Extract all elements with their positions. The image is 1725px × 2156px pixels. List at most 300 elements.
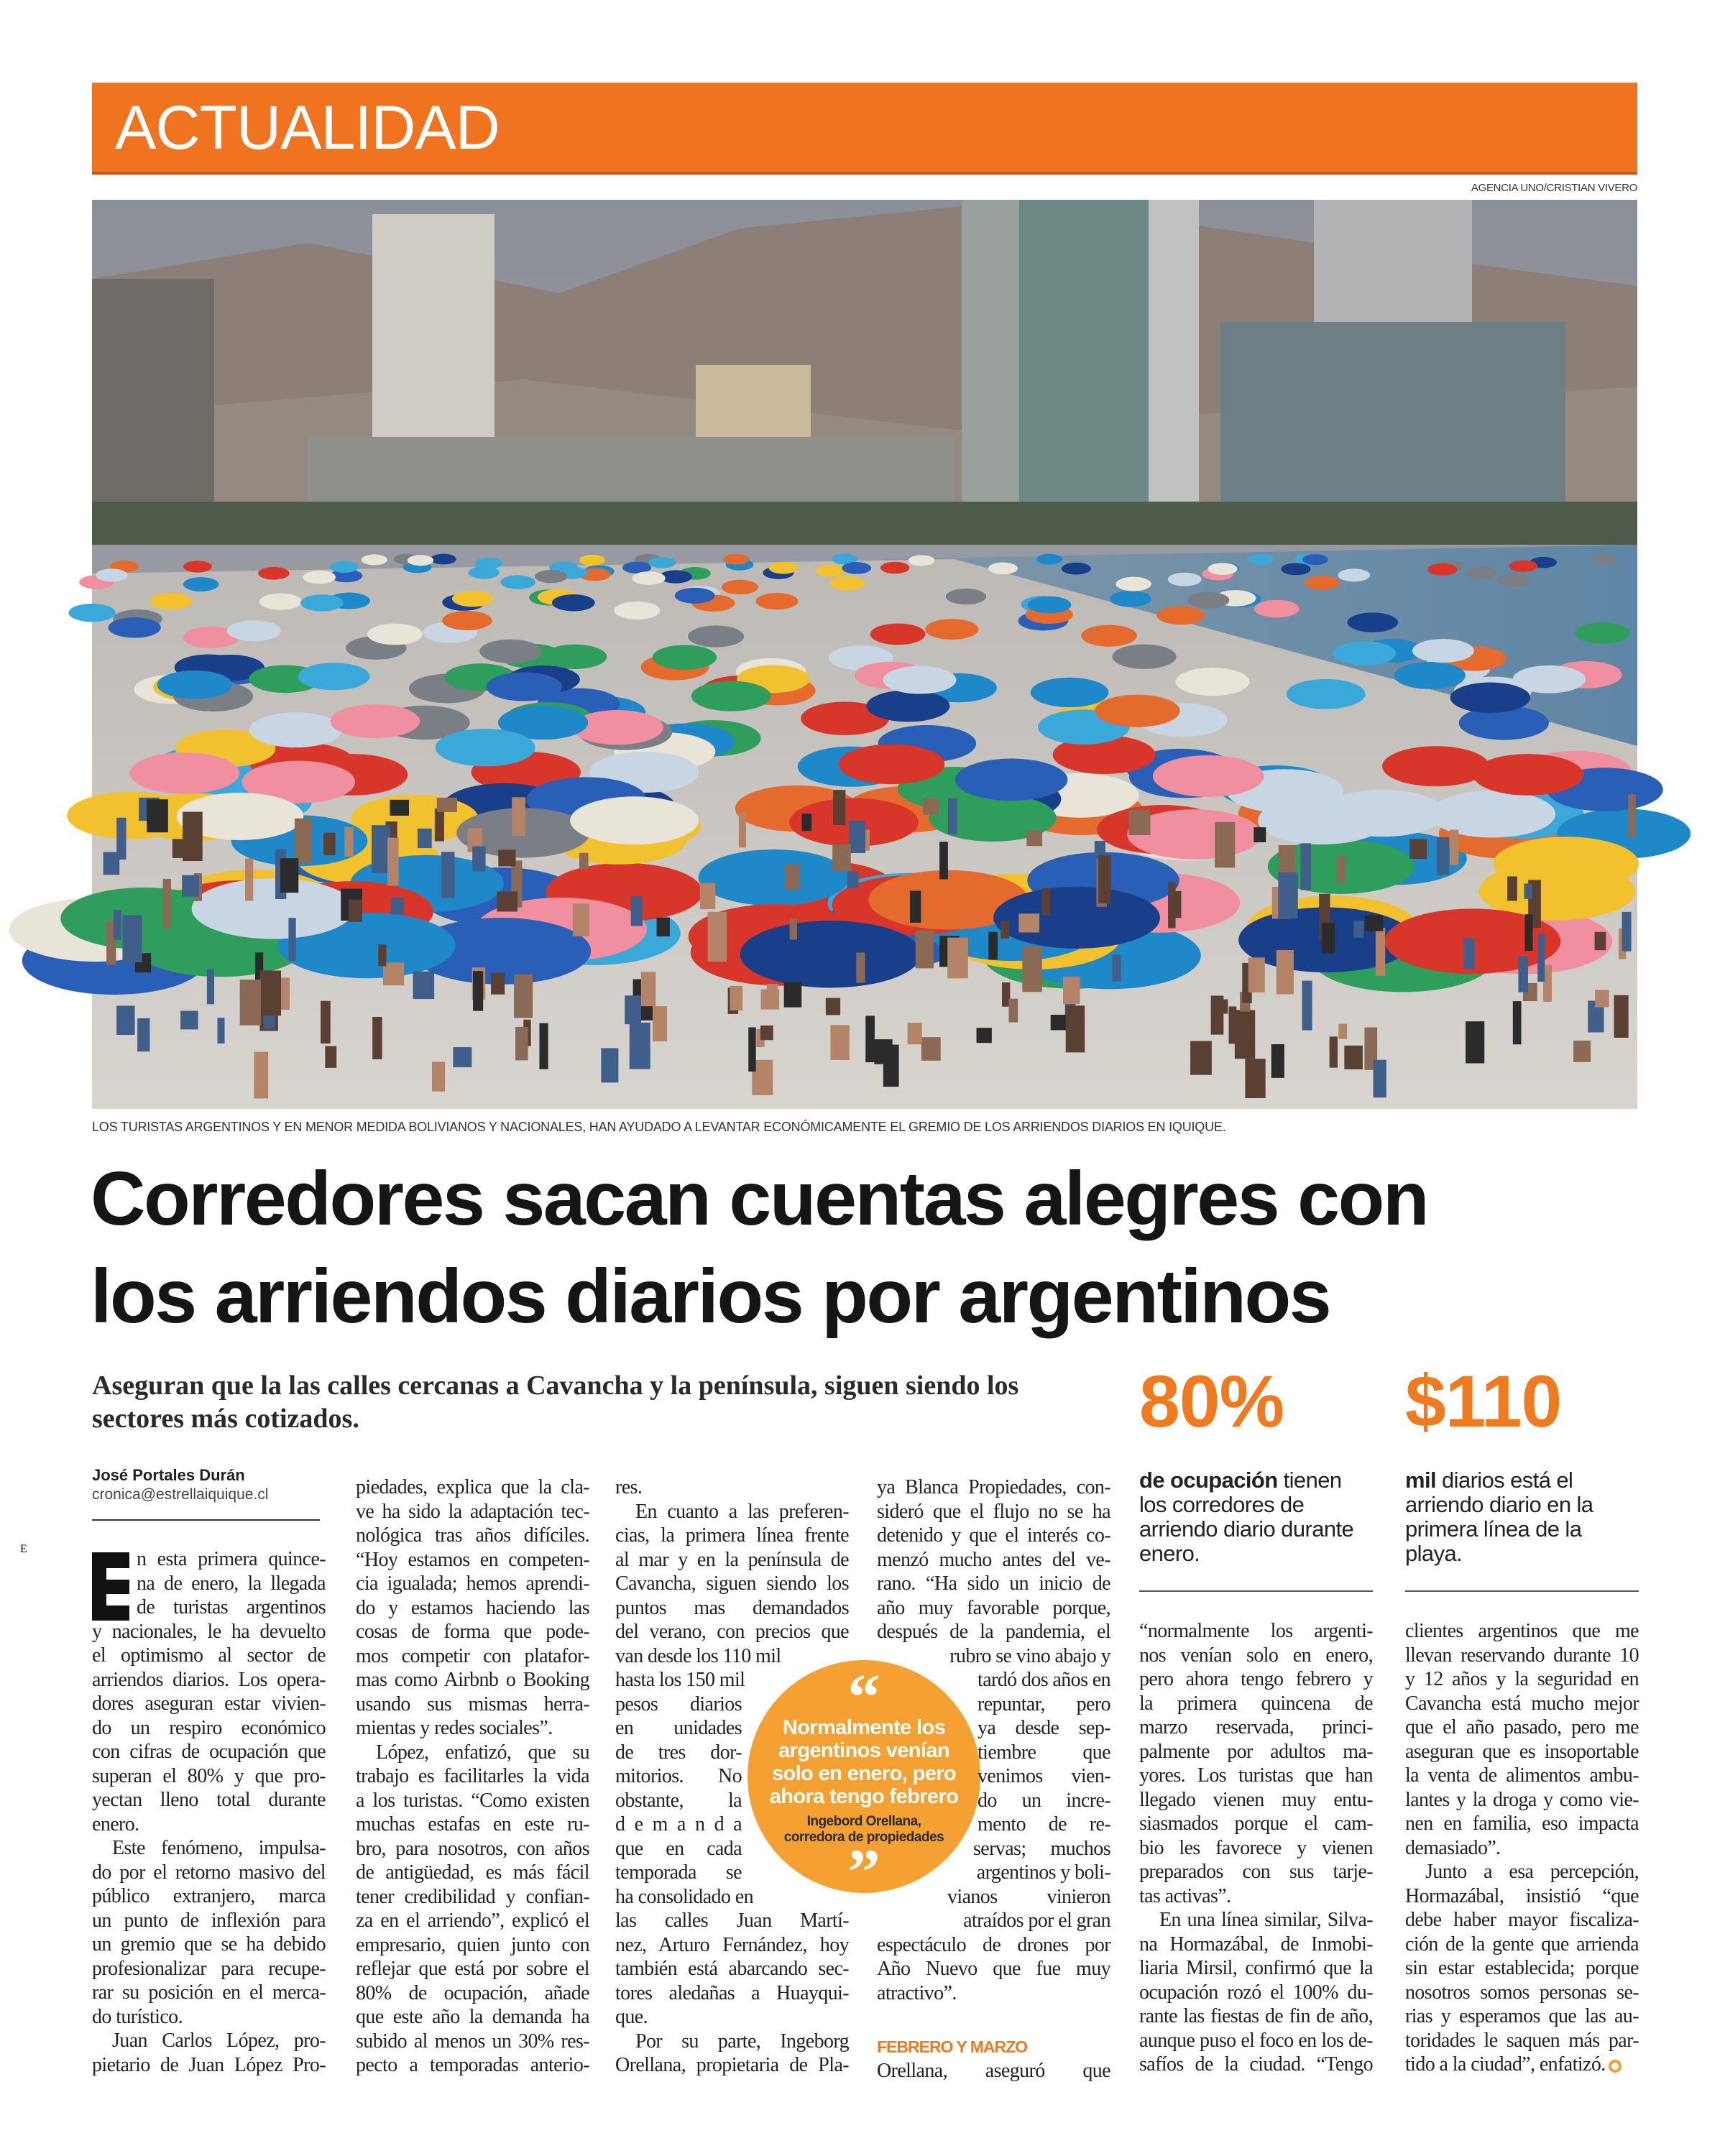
text-line: año muy favorable porque, [877, 1596, 1110, 1619]
umbrella [614, 602, 660, 619]
umbrella [1036, 554, 1062, 565]
umbrella [500, 575, 535, 589]
umbrella [842, 562, 871, 574]
text-line: arriendos diarios. Los opera- [92, 1668, 326, 1691]
text-line: En cuanto a las preferen- [635, 1500, 849, 1523]
section-subheading: FEBRERO Y MARZO [877, 2037, 1028, 2056]
text-line: después de la pandemia, el [877, 1621, 1110, 1643]
beachgoer [1338, 1024, 1347, 1039]
end-of-article-icon [1609, 2060, 1622, 2073]
text-line: ya desde sep- [978, 1717, 1110, 1739]
close-quote-icon: ” [847, 1837, 880, 1908]
beachgoer [923, 798, 939, 815]
text-line: En una línea similar, Silva- [1159, 1909, 1373, 1931]
text-line: vianos vinieron [947, 1885, 1110, 1908]
text-line: mientas y redes sociales”. [356, 1717, 553, 1739]
pull-quote-text: Normalmente los argentinos venían solo en enero, pero ahora tengo febrero [769, 1716, 959, 1808]
umbrella [1302, 554, 1328, 565]
beachgoer [498, 849, 515, 866]
umbrella [1347, 612, 1397, 632]
umbrella [870, 624, 926, 645]
beachgoer [1466, 1021, 1484, 1063]
beachgoer [280, 858, 298, 893]
beachgoer [1409, 839, 1427, 859]
beachgoer [939, 842, 948, 879]
umbrella [1287, 679, 1366, 709]
text-line: Año Nuevo que fue muy [877, 1958, 1110, 1980]
text-line: tardó dos años en [978, 1669, 1110, 1691]
text-line: mas como Airbnb o Booking [356, 1669, 589, 1691]
umbrella [946, 589, 986, 604]
text-line: piedades, explica que la cla- [356, 1476, 589, 1498]
text-line: Hormazábal, insistió “que [1405, 1884, 1639, 1907]
umbrella [298, 663, 370, 690]
text-line: rias y esperamos que las au- [1405, 2005, 1639, 2027]
text-line: tiembre que [978, 1741, 1110, 1764]
umbrella [1497, 573, 1531, 587]
text-line: de turistas argentinos [137, 1596, 326, 1618]
text-line: menzó mucho antes del ve- [877, 1548, 1110, 1571]
beachgoer [833, 790, 845, 825]
beachgoer [1463, 938, 1474, 969]
text-line: usando sus mismas herra- [356, 1692, 589, 1715]
text-line: pero ahora tengo febrero y [1139, 1668, 1373, 1690]
text-line: do un incre- [978, 1789, 1110, 1812]
beachgoer [147, 799, 168, 832]
text-line: temporada se [615, 1861, 742, 1884]
beachgoer [1595, 932, 1606, 950]
beachgoer [601, 1048, 618, 1082]
text-line: tido a la ciudad”, enfatizó. [1405, 2053, 1639, 2077]
text-line: argentinos y boli- [976, 1861, 1110, 1884]
text-line: público extranjero, marca [92, 1885, 326, 1907]
subheadline: Aseguran que la las calles cercanas a Cavancha y la península, siguen siendo los sectores más cotizados. [92, 1370, 1019, 1434]
beachgoer [916, 931, 934, 969]
beachgoer [441, 852, 455, 898]
beachgoer [1513, 1001, 1522, 1044]
text-line: toridades le saquen más par- [1405, 2029, 1639, 2052]
text-line: dores aseguran estar vivien- [92, 1692, 326, 1715]
umbrella [68, 604, 115, 622]
headline-line: Corredores sacan cuentas alegres con [91, 1156, 1428, 1241]
umbrella [486, 672, 562, 701]
beachgoer [1168, 891, 1181, 918]
beachgoer [849, 821, 865, 853]
text-line: López, enfatizó, que su [376, 1741, 589, 1764]
beachgoer [910, 890, 921, 922]
beachgoer [254, 1052, 268, 1099]
umbrella [552, 594, 595, 612]
text-line: llevan reservando durante 10 [1405, 1644, 1639, 1667]
text-line: profesionalizar para recupe- [92, 1957, 326, 1980]
umbrella [1466, 566, 1496, 579]
text-line: detenido y que el interés co- [877, 1524, 1110, 1547]
umbrella [1028, 596, 1072, 614]
beachgoer [653, 1006, 667, 1041]
beachgoer [947, 938, 968, 979]
building [1220, 322, 1565, 509]
umbrella [653, 645, 717, 669]
stat-value: 80% [1139, 1360, 1284, 1442]
beachgoer [785, 865, 799, 890]
umbrella [543, 645, 607, 669]
umbrella [993, 887, 1160, 949]
beachgoer [512, 797, 525, 836]
umbrella [1095, 695, 1180, 727]
text-line: mitorios. No [615, 1765, 742, 1787]
beachgoer [1235, 1010, 1255, 1059]
text-line: do un respiro económico [92, 1716, 326, 1739]
umbrella [1473, 754, 1583, 796]
umbrella [330, 561, 359, 573]
beachgoer [295, 819, 312, 863]
umbrella [129, 752, 239, 793]
section-title: ACTUALIDAD [115, 93, 500, 162]
text-line: servas; muchos [973, 1837, 1110, 1860]
beachgoer [378, 944, 386, 966]
umbrella [579, 555, 605, 566]
umbrella [469, 566, 500, 579]
beachgoer [288, 918, 295, 961]
beachgoer [948, 798, 957, 834]
text-line: muchas estafas en este ru- [356, 1813, 589, 1835]
umbrella [157, 671, 233, 699]
beachgoer [180, 1010, 198, 1029]
umbrella [1509, 561, 1538, 572]
article-column-3 [615, 1475, 849, 2078]
beachgoer [801, 814, 811, 831]
text-line: un gremio que se ha debido [92, 1933, 326, 1955]
beachgoer [217, 1018, 224, 1044]
text-line: do y estamos haciendo las [356, 1596, 589, 1619]
beachgoer [1344, 1046, 1363, 1069]
beachgoer [116, 1005, 134, 1035]
umbrella [331, 704, 420, 738]
beachgoer [784, 982, 802, 1007]
text-line: na de enero, la llegada [137, 1572, 326, 1595]
beachgoer [760, 1026, 773, 1040]
text-line: pietario de Juan López Pro- [92, 2053, 326, 2076]
text-line: rante las fiestas de fin de año, [1139, 2005, 1373, 2027]
text-line: al mar y en la península de [615, 1548, 849, 1571]
beachgoer [1450, 830, 1458, 865]
beachgoer [1278, 872, 1297, 918]
beachgoer [1063, 977, 1080, 1004]
beachgoer [1518, 956, 1528, 992]
text-line: de antigüedad, es más fácil [356, 1861, 589, 1884]
umbrella [722, 580, 758, 594]
beachgoer [908, 1023, 922, 1044]
beachgoer [1376, 928, 1385, 976]
umbrella [883, 666, 957, 694]
text-line: ocupación rozó el 100% du- [1139, 1981, 1373, 2004]
text-line: subido al menos un 30% res- [356, 2030, 589, 2053]
beachgoer [826, 998, 840, 1015]
beachgoer [1300, 843, 1311, 890]
beachgoer [1628, 794, 1636, 838]
umbrella [740, 921, 921, 987]
umbrella [1338, 568, 1370, 581]
text-line: con cifras de ocupación que [92, 1741, 326, 1763]
text-line: aseguran que es insoportable [1405, 1740, 1639, 1763]
beachgoer [1524, 914, 1532, 951]
text-line: que en cada [615, 1837, 742, 1860]
text-line: bro, para nosotros, con años [356, 1837, 589, 1860]
beachgoer [372, 825, 390, 873]
umbrella [1305, 576, 1340, 590]
beachgoer [1066, 1005, 1085, 1052]
beachgoer [856, 952, 865, 982]
beachgoer [1374, 1060, 1386, 1097]
umbrella [1254, 600, 1300, 618]
beachgoer [473, 971, 483, 1010]
umbrella [688, 625, 744, 647]
umbrella [632, 571, 665, 585]
beachgoer [790, 918, 797, 939]
text-line: “Hoy estamos en competen- [356, 1548, 589, 1571]
umbrella [1575, 622, 1629, 644]
text-line: 80% de ocupación, añade [356, 1981, 589, 2004]
text-line: mento de re- [978, 1813, 1110, 1835]
beachgoer [387, 838, 399, 886]
beach-photo [92, 200, 1637, 1109]
beachgoer [325, 1046, 336, 1068]
photo-caption: LOS TURISTAS ARGENTINOS Y EN MENOR MEDIDA BOLIVIANOS Y NACIONALES, HAN AYUDADO A LEVANTAR ECONÓMICAMENTE EL GREMIO DE LOS ARRIENDOS DIARIOS EN IQUIQUE. [92, 1120, 1226, 1134]
beachgoer [1302, 981, 1312, 1031]
text-line: aunque puso el foco en los de- [1139, 2029, 1373, 2052]
umbrella [1427, 563, 1457, 576]
umbrella [259, 593, 302, 609]
beachgoer [1365, 916, 1384, 931]
beachgoer [1018, 913, 1039, 932]
umbrella [1062, 563, 1091, 575]
text-line: cosas de forma que pode- [356, 1621, 589, 1643]
umbrella [300, 594, 344, 612]
text-line: sideró que el flujo no se ha [877, 1500, 1110, 1523]
text-line: un punto de inflexión para [92, 1909, 326, 1932]
text-line: trabajo es facilitarles la vida [356, 1765, 589, 1787]
umbrella [1450, 683, 1531, 713]
umbrella [1333, 641, 1396, 665]
text-line: a los turistas. “Como existen [356, 1789, 589, 1812]
beachgoer [739, 812, 746, 847]
text-line: en unidades [615, 1717, 742, 1739]
stat-description: mil diarios está el arriendo diario en la primera línea de la playa. [1405, 1468, 1593, 1566]
beachgoer [1022, 946, 1041, 992]
umbrella [1513, 665, 1586, 694]
beachgoer [1322, 923, 1335, 954]
author-name: José Portales Durán [92, 1466, 245, 1484]
text-line: nológica tras años difíciles. [356, 1524, 589, 1547]
text-line: tores aledañas a Huayqui- [615, 1981, 849, 2004]
umbrella [1382, 746, 1489, 786]
text-line: puntos mas demandados [615, 1596, 849, 1619]
umbrella [675, 588, 715, 604]
beachgoer [1276, 950, 1294, 994]
umbrella [303, 571, 336, 584]
text-line: venimos vien- [978, 1765, 1110, 1787]
text-line: pecto a temporadas anterio- [356, 2054, 589, 2076]
umbrella [1412, 639, 1474, 663]
text-line: siasmados porque el cam- [1139, 1812, 1373, 1835]
section-header [92, 83, 1637, 175]
beachgoer [321, 1001, 331, 1044]
beachgoer [865, 1015, 875, 1062]
text-line: las calles Juan Martí- [615, 1909, 849, 1932]
umbrella [649, 557, 676, 568]
beachgoer [1245, 1059, 1265, 1098]
umbrella [955, 759, 1067, 801]
byline [92, 1466, 320, 1521]
text-line: yores. Los turistas que han [1139, 1764, 1373, 1787]
text-line: res. [615, 1476, 643, 1498]
umbrella [1156, 606, 1205, 625]
umbrella [908, 555, 935, 566]
text-line: obstante, la [615, 1789, 742, 1812]
beachgoer [349, 900, 362, 922]
author-email[interactable]: cronica@estrellaiquique.cl [92, 1486, 269, 1503]
text-line: repuntar, pero [978, 1692, 1110, 1715]
text-line: liaria Mirsil, confirmó que la [1139, 1957, 1373, 1979]
text-line: rar su posición en el merca- [92, 1981, 326, 2004]
beachgoer [1211, 995, 1224, 1034]
svg-text:E: E [20, 1543, 27, 1555]
umbrella [408, 555, 434, 566]
beachgoer [1353, 921, 1363, 938]
text-line: Junto a esa percepción, [1425, 1861, 1639, 1883]
beachgoer [104, 852, 120, 875]
beachgoer [1113, 954, 1121, 981]
umbrella [1187, 592, 1229, 609]
beachgoer [1129, 810, 1151, 835]
text-line [877, 2005, 1110, 2030]
text-line: enero. [92, 1812, 139, 1835]
text-line: Juan Carlos López, pro- [112, 2030, 326, 2052]
umbrella [479, 640, 541, 663]
beachgoer [163, 879, 171, 928]
beachgoer [1595, 990, 1609, 1007]
umbrella [367, 624, 423, 645]
umbrella [723, 554, 749, 565]
text-line: Cavancha, siguen siendo los [615, 1572, 849, 1595]
umbrella [249, 712, 342, 747]
umbrella [1153, 755, 1264, 797]
text-line: la primera quincena de [1139, 1692, 1373, 1715]
divider [92, 1519, 320, 1521]
beachgoer [1026, 830, 1042, 846]
beachgoer [344, 827, 353, 857]
beachgoer [1215, 822, 1235, 867]
text-line: también está abarcando sec- [615, 1958, 849, 1980]
beachgoer [748, 1028, 755, 1072]
beachgoer [514, 975, 533, 1018]
beachgoer [1254, 827, 1266, 842]
building [962, 200, 1019, 516]
text-line: Orellana, aseguró que [877, 2060, 1110, 2082]
text-line: cia igualada; hemos aprendi- [356, 1572, 589, 1595]
text-line: la venta de alimentos ambu- [1405, 1764, 1639, 1787]
text-line: superan el 80% y que pro- [92, 1764, 326, 1787]
beachgoer [847, 871, 859, 888]
umbrella [1112, 645, 1176, 669]
text-line: reflejar que está por sobre el [356, 1958, 589, 1980]
text-line: demasiado”. [1405, 1836, 1501, 1859]
beachgoer [391, 898, 404, 914]
text-line: mos competir con platafor- [356, 1644, 589, 1667]
beachgoer [437, 798, 457, 812]
beachgoer [323, 833, 336, 855]
umbrella [1394, 662, 1466, 689]
beachgoer [413, 972, 435, 999]
text-line: empresario, quien junto con [356, 1933, 589, 1956]
beachgoer [114, 910, 121, 940]
stat-price [1405, 1362, 1639, 1566]
stat-description: de ocupación tienen los corredores de arriendo diario durante enero. [1139, 1468, 1354, 1566]
text-line: que el año pasado, pero me [1405, 1716, 1639, 1738]
text-line: lantes y la droga y como vie- [1405, 1788, 1639, 1811]
text-line: nos venían solo en enero, [1139, 1644, 1373, 1667]
beachgoer [418, 829, 432, 848]
umbrella [431, 554, 456, 565]
umbrella [150, 593, 192, 609]
umbrella [1116, 577, 1151, 591]
beachgoer [207, 969, 214, 1004]
text-line: que. [615, 2006, 648, 2028]
umbrella [691, 681, 771, 711]
text-line: preparados con sus tarje- [1139, 1861, 1373, 1883]
beachgoer [988, 932, 998, 960]
text-line: tener credibilidad y confian- [356, 1885, 589, 1908]
text-line: ya Blanca Propiedades, con- [877, 1476, 1110, 1498]
umbrella [442, 611, 492, 630]
text-line: Este fenómeno, impulsa- [112, 1837, 326, 1859]
beachgoer [432, 1061, 445, 1091]
text-line: llegado vienen muy entu- [1139, 1788, 1373, 1811]
text-line: y nacionales, le ha devuelto [92, 1620, 326, 1643]
umbrella [192, 878, 355, 939]
beachgoer [730, 986, 742, 1010]
text-line: marzo reservada, princi- [1139, 1716, 1373, 1738]
umbrella [362, 554, 387, 565]
beachgoer [657, 918, 670, 936]
text-line: rubro se vino abajo y [949, 1644, 1110, 1667]
building [1019, 200, 1149, 523]
text-line: cias, la primera línea frente [615, 1524, 849, 1547]
beachgoer [1190, 1041, 1212, 1075]
beachgoer [137, 1018, 150, 1051]
text-line: nez, Arturo Fernández, hoy [615, 1933, 849, 1956]
umbrella [1176, 668, 1250, 696]
text-line: de tres dor- [615, 1741, 742, 1764]
article-column-2 [356, 1475, 589, 2078]
beachgoer [1042, 888, 1051, 915]
umbrella [67, 792, 193, 839]
beachgoer [1524, 883, 1532, 898]
umbrella [1248, 554, 1274, 565]
umbrella [1281, 563, 1310, 575]
beachgoer [183, 812, 203, 861]
text-line: del verano, con precios que [615, 1621, 849, 1643]
text-line: espectáculo de drones por [877, 1933, 1110, 1956]
text-line: clientes argentinos que me [1405, 1620, 1639, 1642]
beachgoer [761, 990, 780, 1010]
umbrella [1031, 678, 1109, 707]
umbrella [535, 570, 567, 583]
text-line: bio les favorece y vienen [1139, 1836, 1373, 1859]
text-line: y 12 años y la seguridad en [1405, 1668, 1639, 1690]
headline [91, 1150, 1643, 1345]
article-column-1 [92, 1547, 326, 2077]
